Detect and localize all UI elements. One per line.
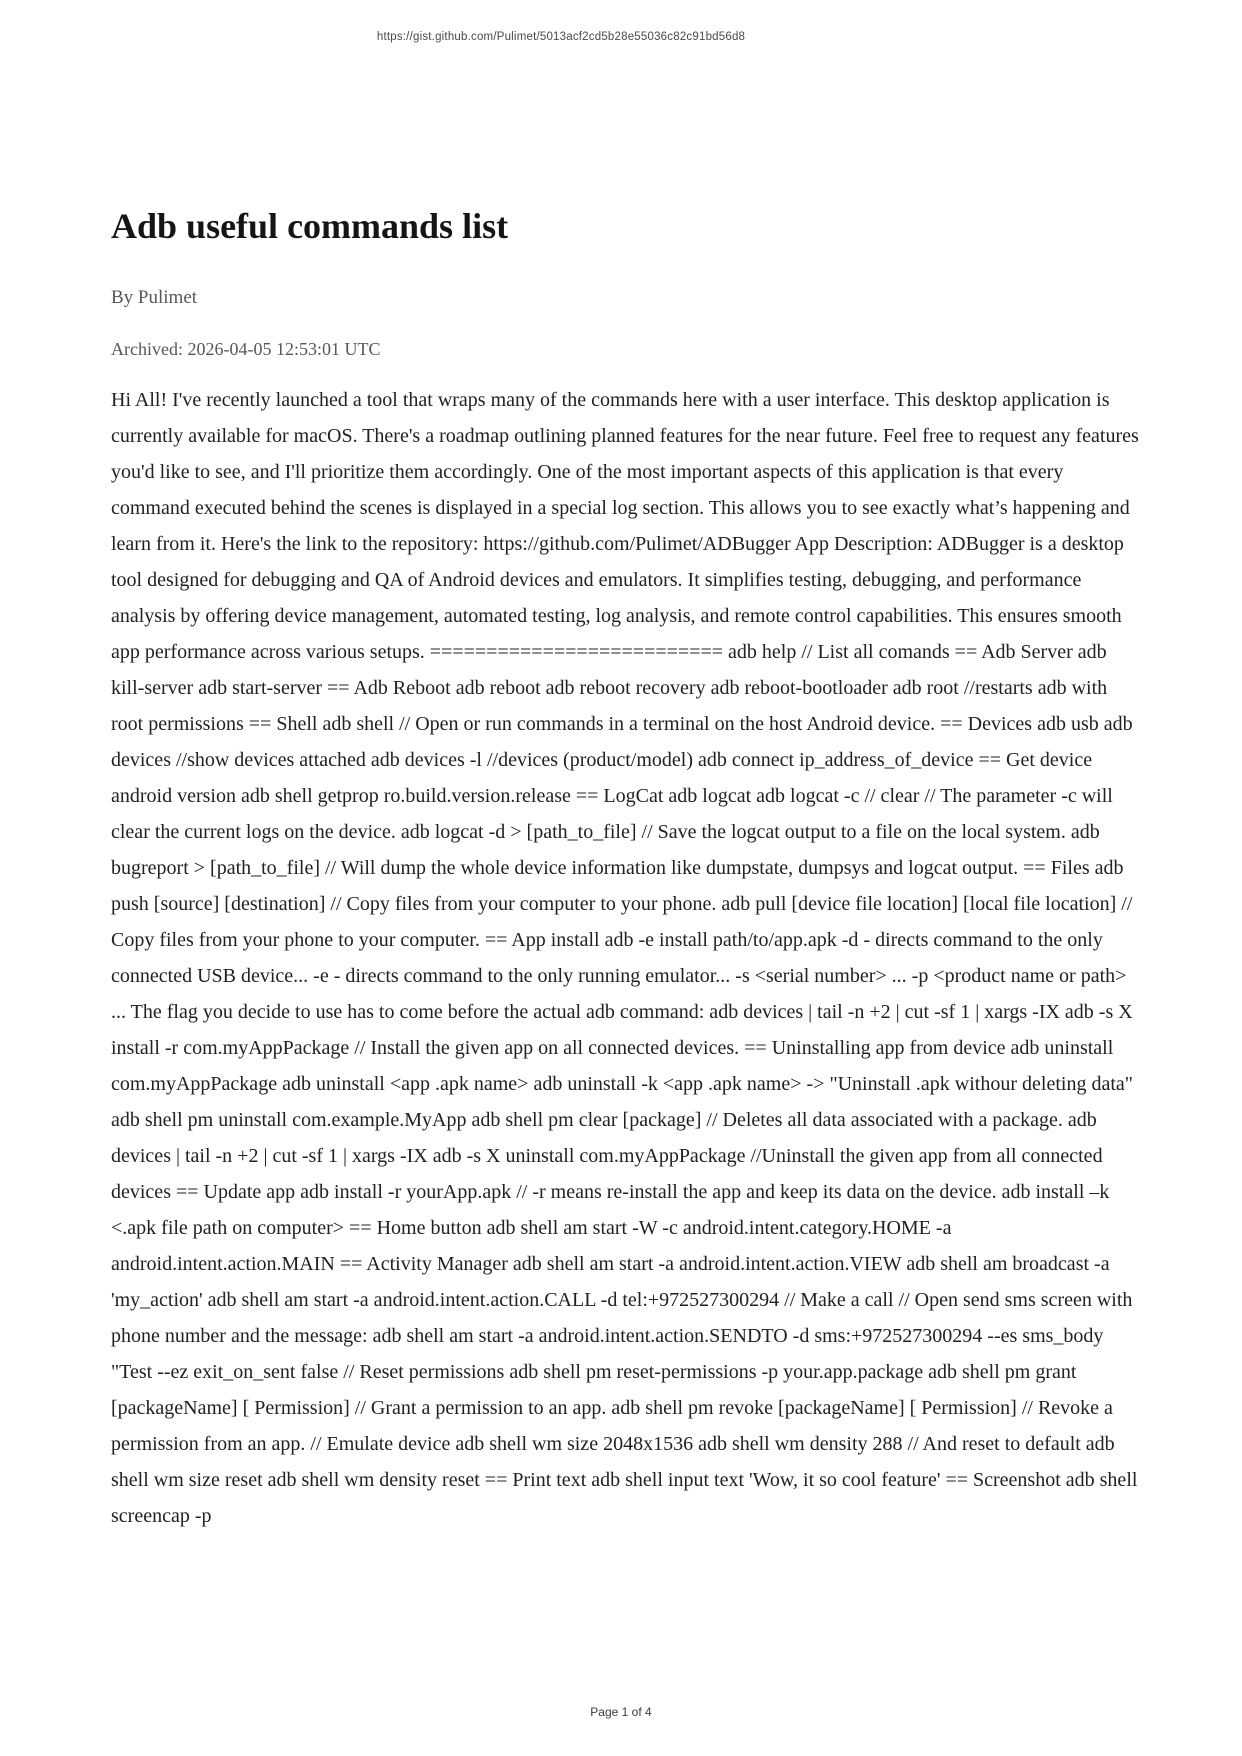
archived-timestamp: Archived: 2026-04-05 12:53:01 UTC [111, 339, 381, 359]
byline: By Pulimet [111, 287, 198, 308]
page-number: Page 1 of 4 [590, 1705, 652, 1719]
print-header-url: https://gist.github.com/Pulimet/5013acf2cd5b28e55036c82c91bd56d8 [376, 31, 746, 43]
page-title: Adb useful commands list [111, 206, 509, 246]
article-body: Hi All! I've recently launched a tool that wraps many of the commands here with a user interface. This desktop application is currently available for macOS. There's a roadmap outlining planned features for the near future. Feel free to request any features you'd like to see, and I'll prioritize them accordingly. One of the most important aspects of this application is that every command executed behind the scenes is displayed in a special log section. This allows you to see exactly what’s happening and learn from it. Here's the link to the repository: https://github.com/Pulimet/ADBugger App Description: ADBugger is a desktop tool designed for debugging and QA of Android devices and emulators. It simplifies testing, debugging, and performance analysis by offering device management, automated testing, log analysis, and remote control capabilities. This ensures smooth app performance across various setups. ========================== adb help // List all comands == Adb Server adb kill-server adb start-server == Adb Reboot adb reboot adb reboot recovery adb reboot-bootloader adb root //restarts adb with root permissions == Shell adb shell // Open or run commands in a terminal on the host Android device. == Devices adb usb adb devices //show devices attached adb devices -l //devices (product/model) adb connect ip_address_of_device == Get device android version adb shell getprop ro.build.version.release == LogCat adb logcat adb logcat -c // clear // The parameter -c will clear the current logs on the device. adb logcat -d > [path_to_file] // Save the logcat output to a file on the local system. adb bugreport > [path_to_file] // Will dump the whole device information like dumpstate, dumpsys and logcat output. == Files adb push [source] [destination] // Copy files from your computer to your phone. adb pull [device file location] [local file location] // Copy files from your phone to your computer. == App install adb -e install path/to/app.apk -d - directs command to the only connected USB device... -e - directs command to the only running emulator... -s <serial number> ... -p <product name or path> ... The flag you decide to use has to come before the actual adb command: adb devices | tail -n +2 | cut -sf 1 | xargs -IX adb -s X install -r com.myAppPackage // Install the given app on all connected devices. == Uninstalling app from device adb uninstall com.myAppPackage adb uninstall <app .apk name> adb uninstall -k <app .apk name> -> "Uninstall .apk withour deleting data" adb shell pm uninstall com.example.MyApp adb shell pm clear [package] // Deletes all data associated with a package. adb devices | tail -n +2 | cut -sf 1 | xargs -IX adb -s X uninstall com.myAppPackage //Uninstall the given app from all connected devices == Update app adb install -r yourApp.apk // -r means re-install the app and keep its data on the device. adb install –k <.apk file path on computer> == Home button adb shell am start -W -c android.intent.category.HOME -a android.intent.action.MAIN == Activity Manager adb shell am start -a android.intent.action.VIEW adb shell am broadcast -a 'my_action' adb shell am start -a android.intent.action.CALL -d tel:+972527300294 // Make a call // Open send sms screen with phone number and the message: adb shell am start -a android.intent.action.SENDTO -d sms:+972527300294 --es sms_body "Test --ez exit_on_sent false // Reset permissions adb shell pm reset-permissions -p your.app.package adb shell pm grant [packageName] [ Permission] // Grant a permission to an app. adb shell pm revoke [packageName] [ Permission] // Revoke a permission from an app. // Emulate device adb shell wm size 2048x1536 adb shell wm density 288 // And reset to default adb shell wm size reset adb shell wm density reset == Print text adb shell input text 'Wow, it so cool feature' == Screenshot adb shell screencap -p [111, 389, 1139, 1527]
